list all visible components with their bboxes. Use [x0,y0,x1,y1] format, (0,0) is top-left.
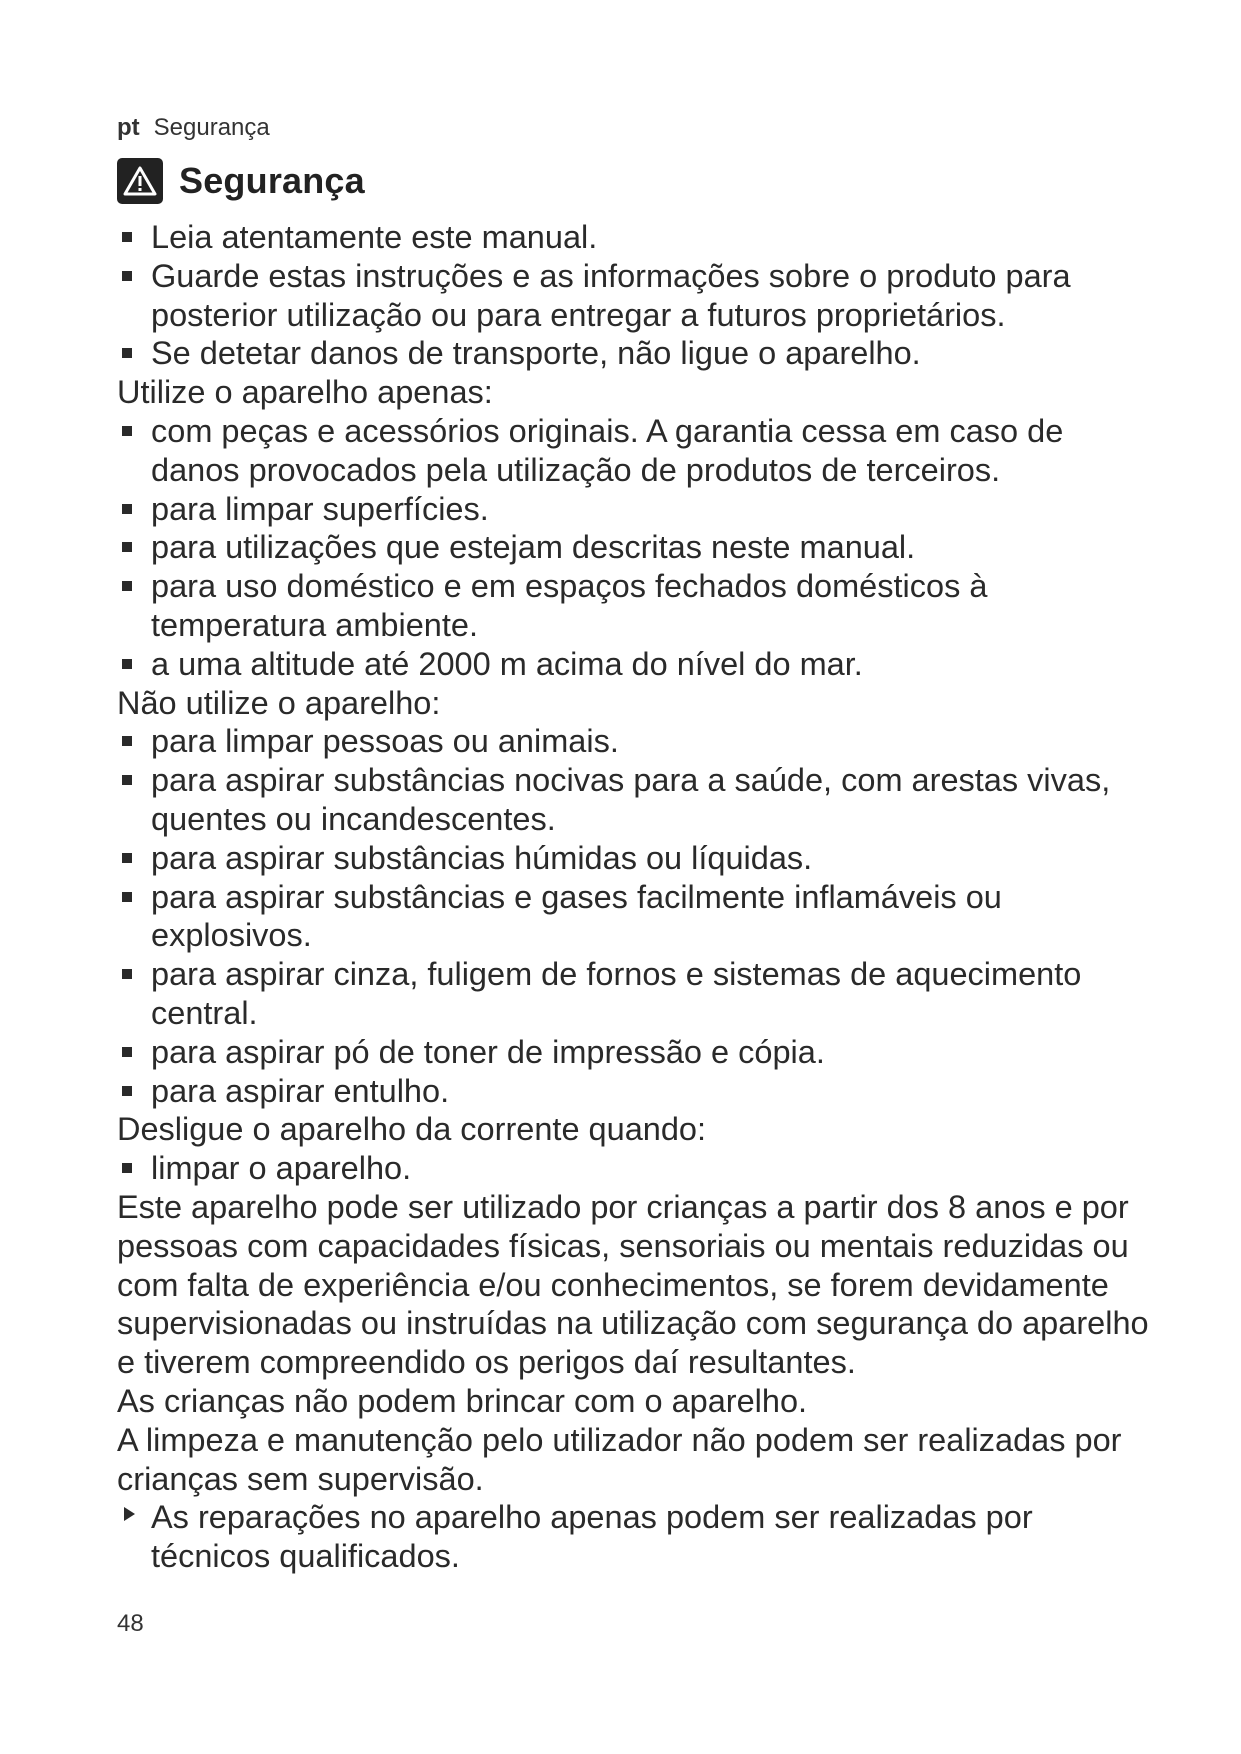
paragraph [117,1110,1157,1149]
block-text: para aspirar substâncias e gases facilmente inflamáveis ou explosivos. [151,878,1002,954]
square-bullet-icon [122,1047,132,1057]
block-text: para aspirar pó de toner de impressão e cópia. [151,1033,825,1070]
block-text: limpar o aparelho. [151,1150,412,1187]
block-text: Não utilize o aparelho: [117,684,441,721]
page-number: 48 [117,1610,144,1637]
list-item [117,1149,1157,1188]
square-bullet-icon [122,1163,132,1173]
safety-text [117,218,1157,1576]
square-bullet-icon [122,969,132,979]
block-text: As crianças não podem brincar com o aparelho. [117,1382,808,1419]
block-text: As reparações no aparelho apenas podem ser realizadas por técnicos qualificados. [151,1499,1033,1575]
square-bullet-icon [122,659,132,669]
list-item [117,490,1157,529]
list-item [117,878,1157,956]
square-bullet-icon [122,581,132,591]
block-text: a uma altitude até 2000 m acima do nível do mar. [151,645,863,682]
list-item [117,334,1157,373]
square-bullet-icon [122,426,132,436]
block-text: Se detetar danos de transporte, não ligue o aparelho. [151,335,921,372]
block-text: com peças e acessórios originais. A garantia cessa em caso de danos provocados pela utilização de produtos de terceiros. [151,412,1064,488]
square-bullet-icon [122,232,132,242]
list-item [117,218,1157,257]
list-item [117,645,1157,684]
square-bullet-icon [122,736,132,746]
paragraph [117,684,1157,723]
paragraph [117,373,1157,412]
list-item [117,955,1157,1033]
paragraph [117,1421,1157,1499]
block-text: para aspirar cinza, fuligem de fornos e sistemas de aquecimento central. [151,956,1082,1031]
block-text: Utilize o aparelho apenas: [117,374,493,411]
header-section: Segurança [153,114,270,141]
block-text: para aspirar entulho. [151,1072,450,1109]
square-bullet-icon [122,892,132,902]
square-bullet-icon [122,853,132,863]
block-text: para limpar pessoas ou animais. [151,723,619,760]
square-bullet-icon [122,504,132,514]
paragraph [117,1188,1157,1382]
block-text: para aspirar substâncias nocivas para a saúde, com arestas vivas, quentes ou incandescentes. [151,762,1111,837]
list-item [117,528,1157,567]
list-item [117,1072,1157,1111]
block-text: Desligue o aparelho da corrente quando: [117,1111,707,1148]
list-item [117,1033,1157,1072]
block-text: Este aparelho pode ser utilizado por crianças a partir dos 8 anos e por pessoas com capacidades físicas, sensoriais ou mentais reduzidas ou com falta de experiência e/ou conhecimentos, se forem devidamente supervisionadas ou instruídas na utilização com segurança do aparelho e tiverem compreendido os perigos daí resultantes. [117,1188,1149,1381]
block-text: para limpar superfícies. [151,490,489,527]
running-header [117,114,270,142]
block-text: para uso doméstico e em espaços fechados domésticos à temperatura ambiente. [151,568,988,643]
page-title: Segurança [179,160,365,201]
square-bullet-icon [122,348,132,358]
square-bullet-icon [122,1086,132,1096]
paragraph [117,1382,1157,1421]
block-text: Guarde estas instruções e as informações sobre o produto para posterior utilização ou para entregar a futuros proprietários. [151,257,1071,333]
square-bullet-icon [122,542,132,552]
block-text: Leia atentamente este manual. [151,219,598,255]
list-item [117,567,1157,645]
arrow-bullet-icon [124,1507,135,1521]
section-title [117,158,365,204]
square-bullet-icon [122,271,132,281]
block-text: para aspirar substâncias húmidas ou líquidas. [151,839,813,876]
action-item [117,1498,1157,1576]
list-item [117,257,1157,335]
list-item [117,839,1157,878]
language-code: pt [117,114,140,141]
square-bullet-icon [122,775,132,785]
list-item [117,722,1157,761]
list-item [117,412,1157,490]
list-item [117,761,1157,839]
warning-icon [117,158,163,204]
block-text: A limpeza e manutenção pelo utilizador não podem ser realizadas por crianças sem supervisão. [117,1421,1122,1497]
block-text: para utilizações que estejam descritas neste manual. [151,529,916,566]
